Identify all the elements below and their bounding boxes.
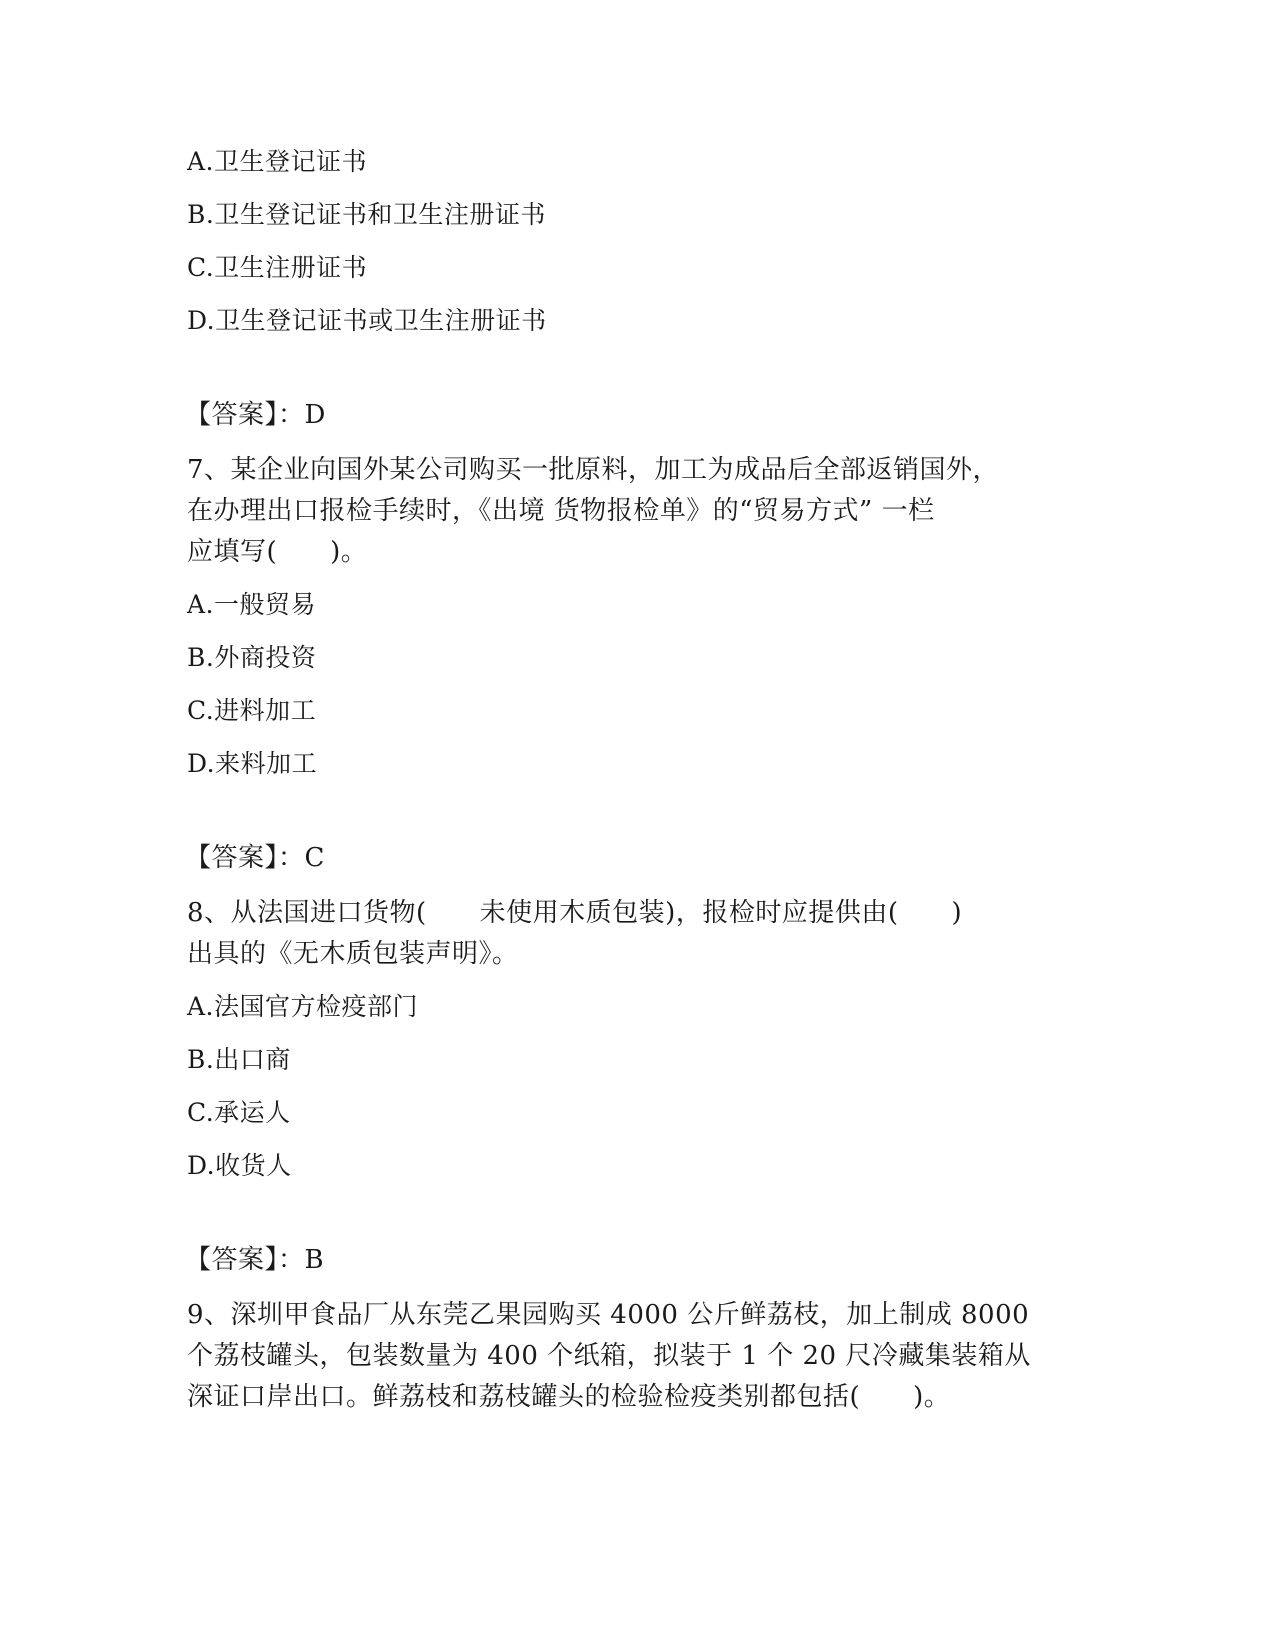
q9-stem-line-2: 个荔枝罐头，包装数量为 400 个纸箱，拟装于 1 个 20 尺冷藏集装箱从 [187, 1341, 1031, 1371]
q7-stem-line-2: 在办理出口报检手续时，《出境 货物报检单》的“贸易方式” 一栏 [187, 496, 935, 526]
q7-answer: 【答案】：C [185, 843, 325, 873]
q9-stem-line-3: 深证口岸出口。鲜荔枝和荔枝罐头的检验检疫类别都包括( )。 [187, 1382, 951, 1412]
q7-option-b: B.外商投资 [187, 643, 317, 672]
q6-option-c: C.卫生注册证书 [187, 253, 368, 282]
q6-option-b: B.卫生登记证书和卫生注册证书 [187, 200, 546, 229]
q6-option-a: A.卫生登记证书 [187, 147, 368, 176]
q7-stem-line-1: 7、某企业向国外某公司购买一批原料，加工为成品后全部返销国外， [187, 455, 1000, 485]
q7-stem-line-3: 应填写( )。 [187, 537, 368, 567]
q7-option-d: D.来料加工 [187, 749, 318, 778]
q8-option-a: A.法国官方检疫部门 [187, 992, 419, 1021]
q8-answer: 【答案】：B [185, 1245, 325, 1275]
q8-option-c: C.承运人 [187, 1098, 291, 1127]
q8-option-d: D.收货人 [187, 1151, 292, 1180]
q7-option-a: A.一般贸易 [187, 590, 317, 619]
q6-answer: 【答案】：D [185, 400, 326, 430]
q8-stem-line-1: 8、从法国进口货物( 未使用木质包装)，报检时应提供由( ) [187, 898, 963, 928]
q7-option-c: C.进料加工 [187, 696, 317, 725]
q6-option-d: D.卫生登记证书或卫生注册证书 [187, 306, 547, 335]
q8-option-b: B.出口商 [187, 1045, 291, 1074]
q9-stem-line-1: 9、深圳甲食品厂从东莞乙果园购买 4000 公斤鲜荔枝，加上制成 8000 [187, 1300, 1030, 1330]
q8-stem-line-2: 出具的《无木质包装声明》。 [187, 939, 519, 969]
